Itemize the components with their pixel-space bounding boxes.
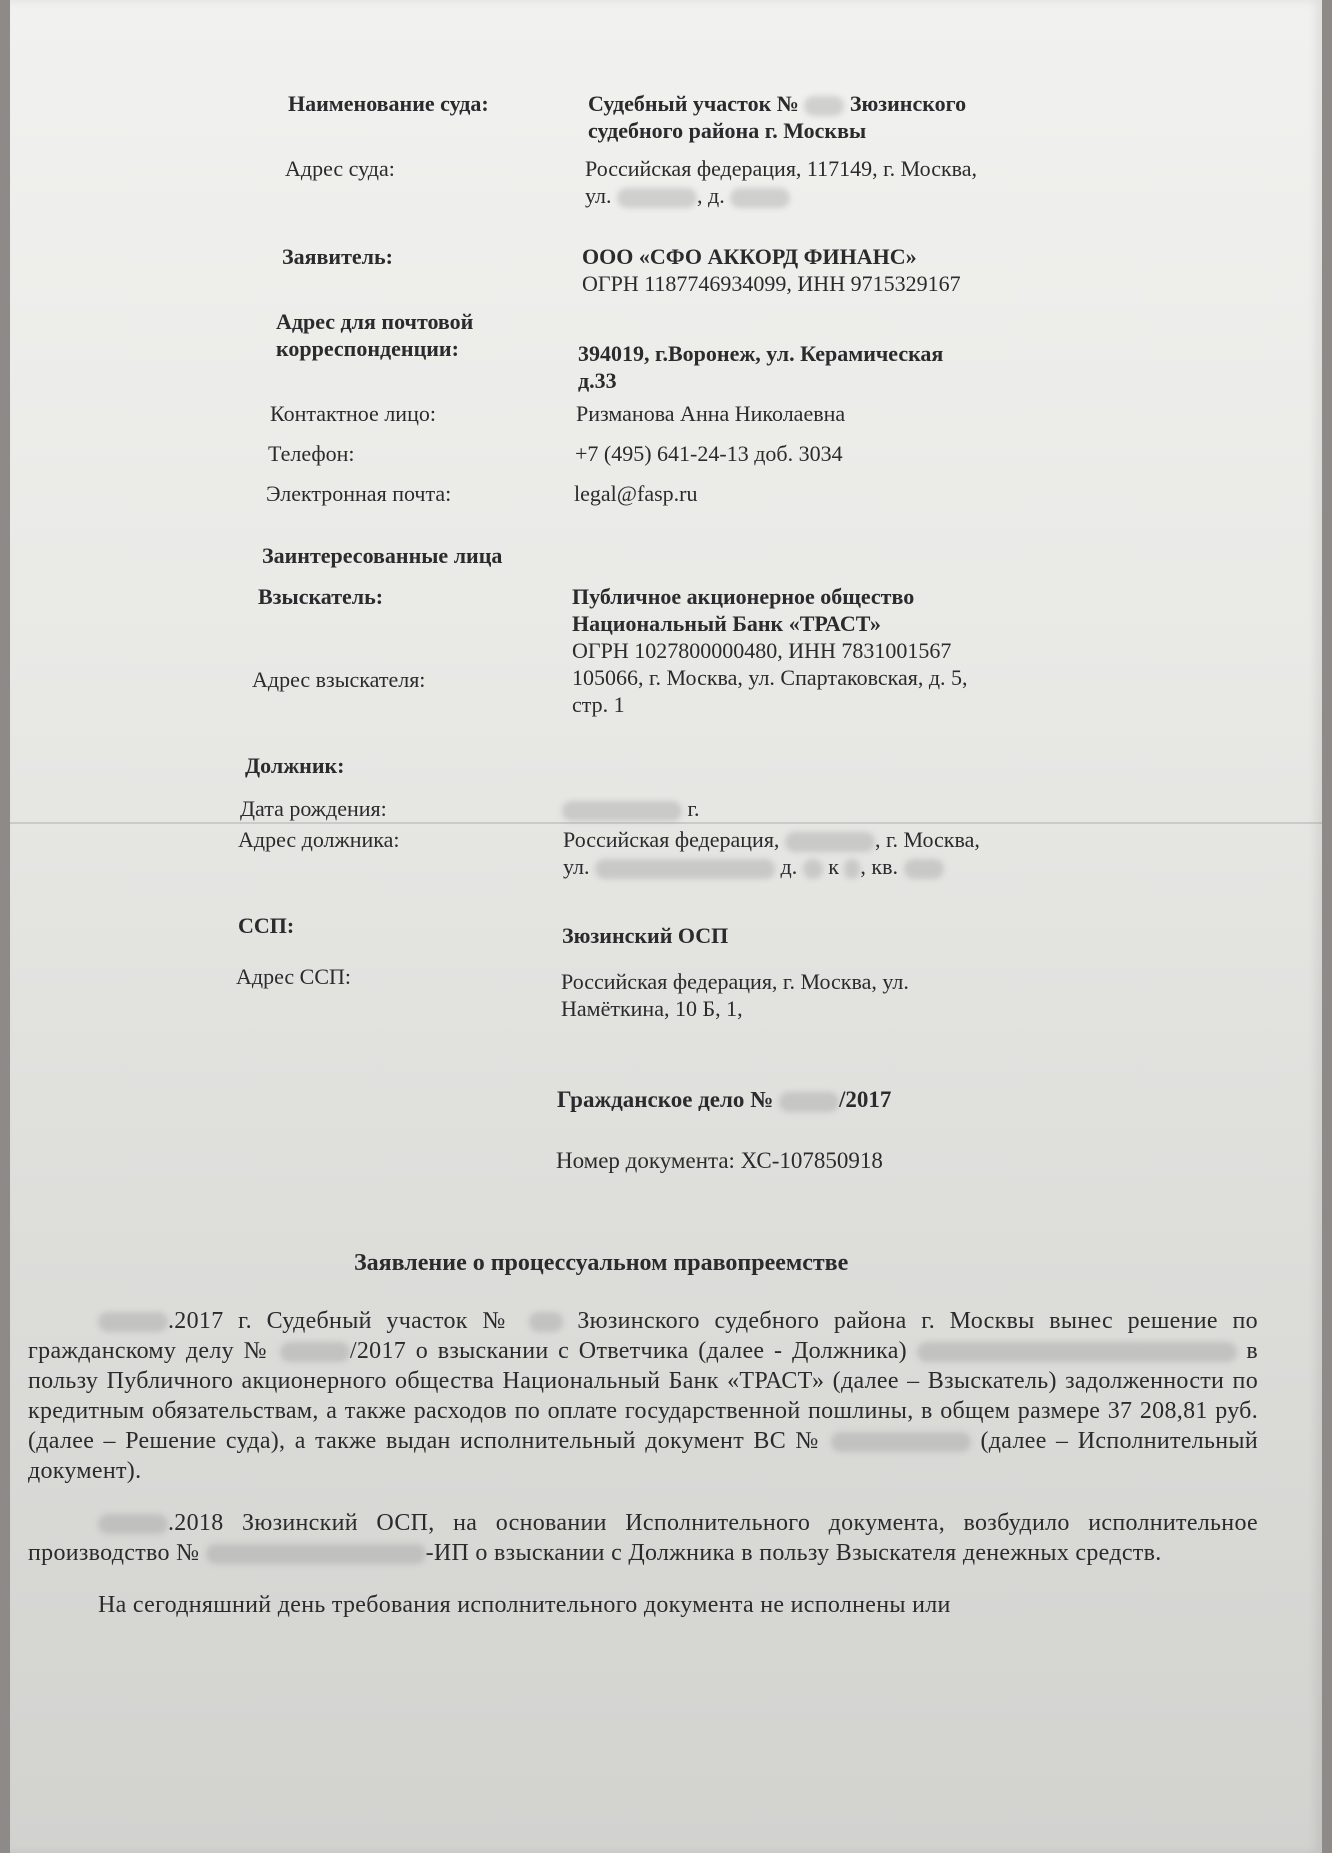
ssp-address-label: Адрес ССП: (236, 964, 352, 989)
p1-c: /2017 о взыскании с Ответчика (далее - Должника) (349, 1338, 907, 1364)
debtor-address-line1a: Российская федерация, (563, 827, 780, 852)
postal-address-label (276, 308, 473, 362)
claimant-address-line1: 105066, г. Москва, ул. Спартаковская, д. 5, (572, 665, 968, 690)
court-address-value (585, 155, 977, 209)
redaction (206, 1544, 426, 1564)
interested-heading: Заинтересованные лица (262, 543, 503, 568)
postal-label-line1: Адрес для почтовой (276, 309, 474, 334)
claimant-value (572, 583, 968, 718)
claimant-address-line2: стр. 1 (572, 692, 625, 717)
dob-label: Дата рождения: (240, 796, 387, 821)
debtor-label: Должник: (245, 753, 345, 778)
paragraph-3: На сегодняшний день требования исполнительного документа не исполнены или (98, 1592, 951, 1618)
debtor-address-value (563, 826, 980, 880)
paragraph-2 (28, 1508, 1258, 1568)
p1-b: Зюзинского судебного района г. Москвы вынес решение по гражданскому делу № (28, 1308, 1258, 1364)
court-name-line1-tail: Зюзинского (849, 91, 967, 116)
dob-value (562, 795, 700, 822)
claimant-line1: Публичное акционерное общество (572, 584, 915, 609)
redaction (617, 188, 697, 208)
phone-value: +7 (495) 641-24-13 доб. 3034 (575, 441, 843, 466)
paper-fold-line (10, 822, 1322, 824)
court-address-label: Адрес суда: (285, 156, 395, 181)
civil-case-suffix: /2017 (839, 1087, 892, 1112)
applicant-ids: ОГРН 1187746934099, ИНН 9715329167 (582, 271, 961, 296)
redaction (844, 859, 860, 879)
dob-suffix: г. (687, 796, 700, 821)
debtor-address-line2a: ул. (563, 854, 590, 879)
redaction (529, 1312, 563, 1332)
redaction (779, 1092, 839, 1112)
applicant-value (582, 243, 961, 297)
redaction (803, 859, 823, 879)
email-value: legal@fasp.ru (574, 481, 698, 506)
civil-case-row (557, 1086, 891, 1113)
applicant-name: ООО «СФО АККОРД ФИНАНС» (582, 244, 917, 269)
p1-a: .2017 г. Судебный участок № (168, 1308, 514, 1334)
redaction (280, 1342, 350, 1362)
redaction (562, 801, 682, 821)
document-body (28, 1306, 1258, 1642)
court-address-line1: Российская федерация, 117149, г. Москва, (585, 156, 978, 181)
debtor-address-line1b: , г. Москва, (874, 827, 980, 852)
contact-label: Контактное лицо: (270, 401, 436, 426)
ssp-address-line2: Намёткина, 10 Б, 1, (561, 996, 743, 1021)
email-label: Электронная почта: (266, 481, 452, 506)
p1-e: (далее – Исполнительный документ). (28, 1428, 1258, 1484)
redaction (804, 96, 844, 116)
redaction (785, 832, 875, 852)
redaction (98, 1312, 168, 1332)
p2-b: -ИП о взыскании с Должника в пользу Взыскателя денежных средств. (425, 1540, 1162, 1566)
document-title: Заявление о процессуальном правопреемстве (354, 1250, 849, 1276)
claimant-label: Взыскатель: (258, 584, 384, 609)
court-name-label: Наименование суда: (288, 91, 489, 116)
doc-number: Номер документа: ХС-107850918 (556, 1148, 883, 1173)
ssp-name: Зюзинский ОСП (562, 923, 729, 948)
p1-d: в пользу Публичного акционерного общества Национальный Банк «ТРАСТ» (далее – Взыскатель) задолженности по кредитным обязательствам, а также расходов по оплате государственной пошлины, в общем размере 37 208,81 руб. (далее – Решение суда), а также выдан исполнительный документ ВС № (28, 1338, 1258, 1454)
court-address-line2a: ул. (585, 183, 612, 208)
ssp-label: ССП: (238, 913, 295, 938)
contact-value: Ризманова Анна Николаевна (576, 401, 846, 426)
postal-label-line2: корреспонденции: (276, 336, 459, 361)
claimant-address-label: Адрес взыскателя: (252, 667, 426, 692)
redaction (917, 1342, 1237, 1362)
p2-a: .2018 Зюзинский ОСП, на основании Исполнительного документа, возбудило исполнительное производство № (28, 1510, 1258, 1566)
civil-case-prefix: Гражданское дело № (557, 1087, 774, 1112)
paragraph-1 (28, 1306, 1258, 1486)
debtor-address-line2c: к (828, 854, 839, 879)
court-name-line2: судебного района г. Москвы (588, 118, 867, 143)
postal-line2: д.33 (578, 368, 617, 393)
ssp-address-line1: Российская федерация, г. Москва, ул. (561, 969, 909, 994)
redaction (730, 188, 790, 208)
debtor-address-line2b: д. (780, 854, 798, 879)
redaction (595, 859, 775, 879)
phone-label: Телефон: (268, 441, 355, 466)
postal-line1: 394019, г.Воронеж, ул. Керамическая (578, 341, 944, 366)
debtor-address-label: Адрес должника: (238, 827, 400, 852)
redaction (831, 1432, 971, 1452)
court-address-line2b: , д. (697, 183, 725, 208)
postal-address-value (578, 340, 943, 394)
applicant-label: Заявитель: (282, 244, 393, 269)
court-name-line1: Судебный участок № (588, 91, 799, 116)
claimant-line2: Национальный Банк «ТРАСТ» (572, 611, 881, 636)
redaction (904, 859, 944, 879)
court-name-value (588, 90, 966, 144)
ssp-address-value (561, 968, 909, 1022)
redaction (98, 1514, 168, 1534)
claimant-ids: ОГРН 1027800000480, ИНН 7831001567 (572, 638, 952, 663)
debtor-address-line2d: , кв. (860, 854, 898, 879)
